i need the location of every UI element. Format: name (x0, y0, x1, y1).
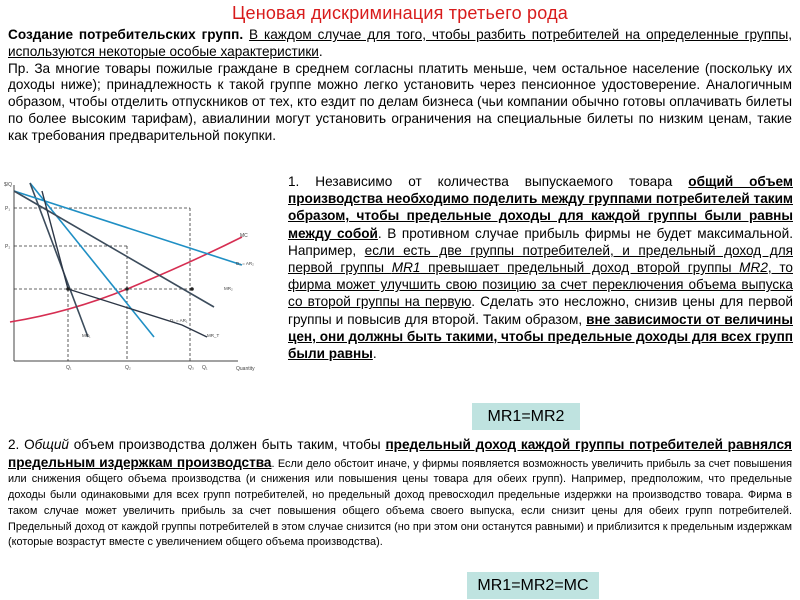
point1-emphasis-2: вне зависимости от величины цен, они должны быть такими, чтобы предельные доходы для всех групп были равны (288, 311, 793, 362)
point2-text-1: 2. О (8, 437, 35, 452)
point-q2 (125, 287, 129, 291)
point1-underlined-2: превышает предельный доход второй группы (420, 260, 740, 276)
page-title: Ценовая дискриминация третьего рода (231, 3, 568, 23)
intro-period: . (318, 43, 323, 59)
point2-text-2: объем производства должен быть таким, чтобы (69, 437, 386, 452)
d2-curve (14, 191, 242, 265)
label-mc: MC (240, 233, 248, 239)
point-q1 (66, 287, 70, 291)
mc-curve (10, 237, 242, 322)
intro-paragraph (8, 27, 792, 145)
price-discrimination-chart (2, 177, 278, 375)
point2-text-3: . Если дело обстоит иначе, у фирмы появляется возможность увеличить прибыль за счет повышения или снижения общего объема производства (и снижения или повышения цены товара для обеих групп). Например, предположим, что предельные доходы были одинаковыми для всех групп потребителей, но предельный доход превосходил предельные издержки на производство товара. Фирма в таком случае может увеличить прибыль за счет повышения общего объема своего выпуска, если снизит цены для обеих групп потребителей. Предельный доход от каждой группы потребителей в этом случае снизится (но при этом они останутся равными) и приблизится к предельным издержкам (которые возрастут вместе с увеличением общего объема производства). (8, 457, 792, 549)
label-mr2-upper: MR₂ (224, 286, 233, 291)
point1-period: . (372, 346, 377, 362)
point1-text-1: 1. Независимо от количества выпускаемого товара (288, 174, 689, 189)
mrt-curve (42, 191, 207, 337)
x-tick-q4: Q₁ (202, 365, 208, 371)
intro-example: Пр. За многие товары пожилые граждане в среднем согласны платить меньше, чем остальное население (поскольку их доходы ниже); принадлежность к такой группе можно легко установить через пенсионное удостоверение. Аналогичным образом, чтобы отделить отпускников от тех, кто ездит по делам бизнеса (чьи компании обычно готовы оплачивать билеты по более высоким тарифам), авиалинии могут установить ограничения на специальные билеты по низким ценам, такие как требования предварительной покупки. (8, 60, 792, 143)
y-axis-label: $/Q (4, 182, 13, 188)
point1-text-3: . Сделать это несложно, снизив цены для первой группы и повысив для второй. Таким образом, (288, 294, 793, 327)
point-2-paragraph (8, 437, 792, 551)
point1-mr1: MR1 (391, 260, 421, 276)
x-tick-q2: Q₂ (125, 365, 131, 371)
label-mrt: MR_T (207, 333, 220, 338)
label-d2: D₂ = AR₂ (236, 261, 254, 266)
point1-underlined-1: если есть две группы потребителей, и предельный доход для первой группы (288, 242, 793, 276)
point1-underlined-3: , то фирма может улучшить свою позицию за счет переключения объема выпуска со второй группы на первую (288, 260, 793, 310)
point2-italic: бщий (34, 437, 69, 452)
intro-heading-rest: В каждом случае для того, чтобы разбить потребителей на определенные группы, используются некоторые особые характеристики (8, 27, 793, 59)
label-mr1: MR₁ (82, 333, 91, 338)
label-d1: D₁ = AR₁ (170, 318, 188, 323)
point-q3 (190, 287, 194, 291)
intro-heading: Создание потребительских групп. (8, 27, 244, 42)
point1-mr2: MR2 (739, 260, 768, 276)
x-axis-label: Quantity (236, 366, 255, 372)
point2-emphasis: предельный доход каждой группы потребителей равнялся предельным издержкам производства (8, 437, 792, 470)
point1-text-2: . В противном случае прибыль фирмы не будет максимальной. Например, (288, 225, 793, 258)
x-tick-q3: Q₃ (188, 365, 194, 371)
point-1-paragraph (288, 173, 793, 362)
point1-emphasis-1: общий объем производства необходимо поделить между группами потребителей таким образом, чтобы предельные доходы для каждой группы были равны между собой (288, 174, 793, 241)
y-tick-p1: P₁ (5, 206, 11, 212)
y-tick-p2: P₂ (5, 244, 11, 250)
equation-mr1-mr2-mc: MR1=MR2=MC (467, 572, 599, 599)
x-tick-q1: Q₁ (66, 365, 72, 371)
equation-mr1-mr2: MR1=MR2 (472, 403, 580, 430)
